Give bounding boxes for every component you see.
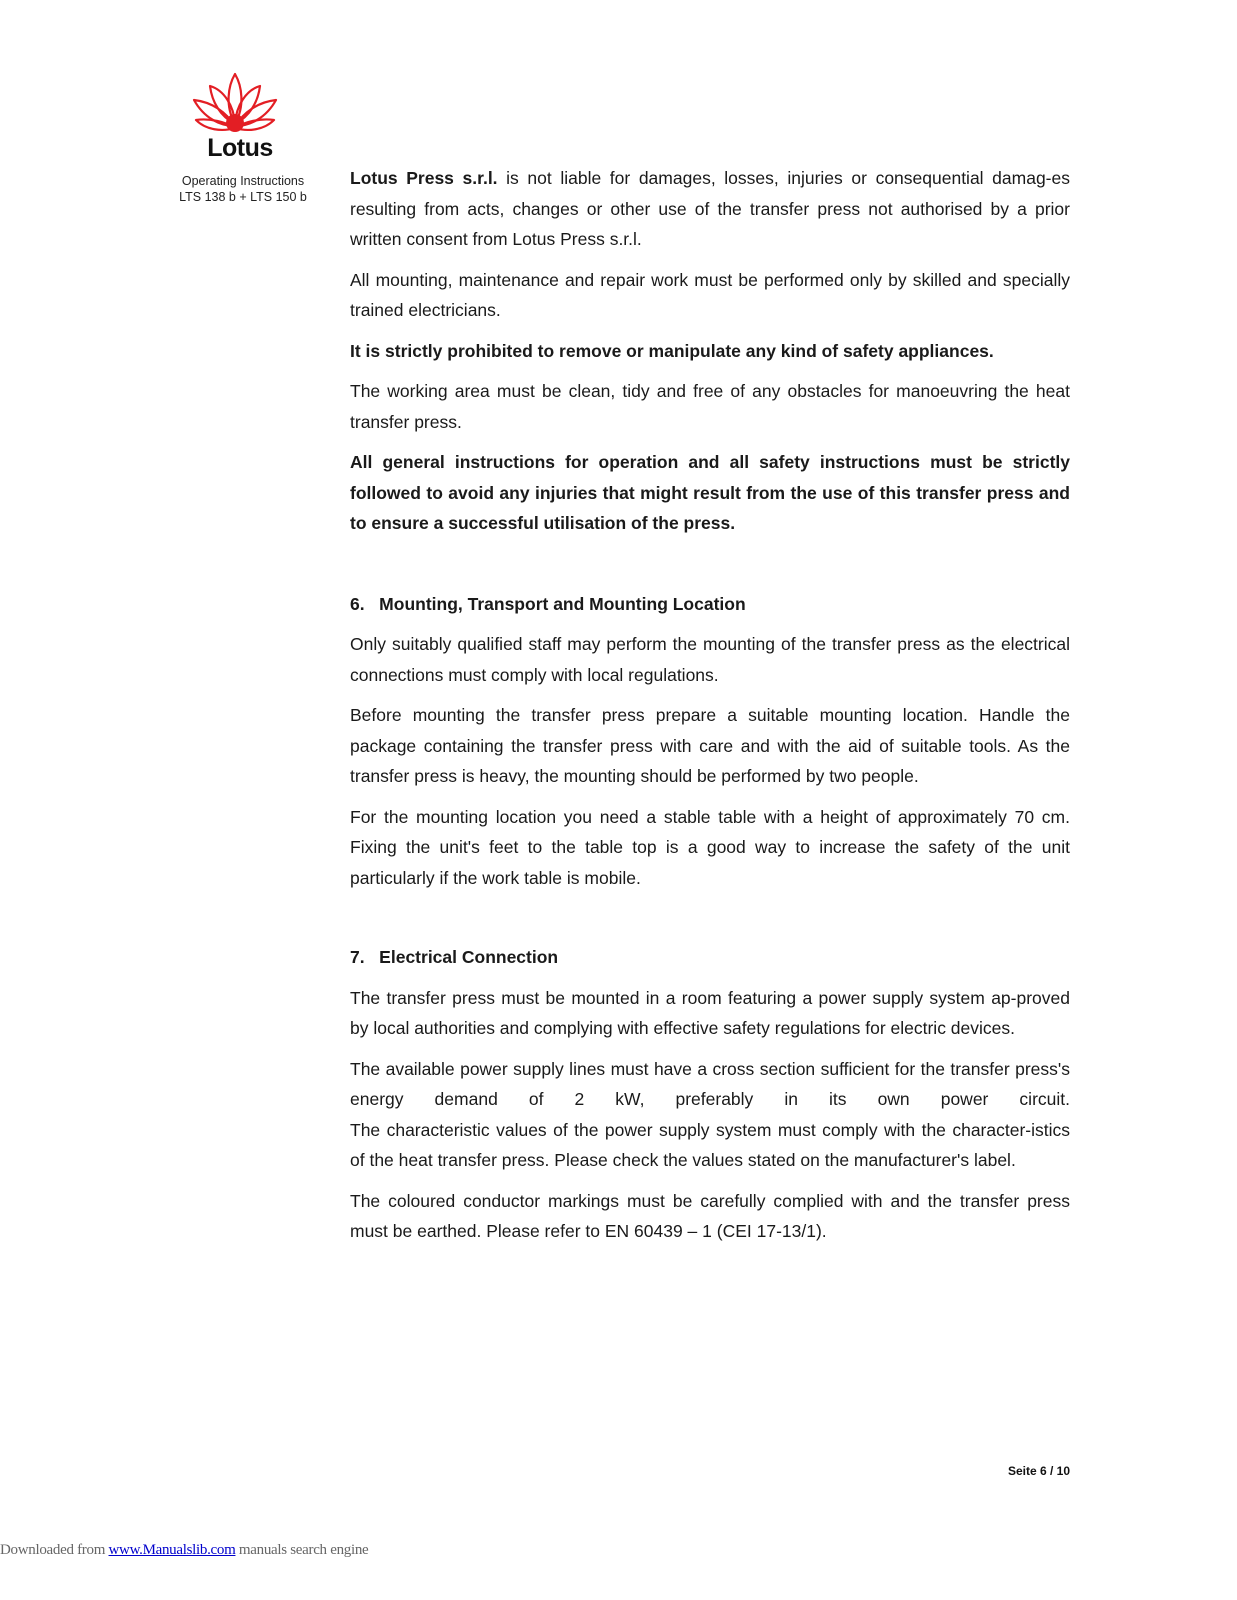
page-number: Seite 6 / 10 [1007, 1464, 1070, 1478]
section-6-paragraph-2: Before mounting the transfer press prepare a suitable mounting location. Handle the package containing the transfer press with care and with the aid of suitable tools. As the transfer press is heavy, the mounting should be performed by two people. [350, 705, 1070, 786]
document-info [168, 173, 318, 205]
manualslib-link[interactable]: www.Manualslib.com [108, 1542, 236, 1558]
lotus-flower-icon [190, 72, 290, 142]
safety-prohibition-paragraph: It is strictly prohibited to remove or manipulate any kind of safety appliances. [350, 340, 994, 361]
lotus-logo [190, 72, 290, 167]
working-area-paragraph: The working area must be clean, tidy and free of any obstacles for manoeuvring the heat transfer press. [350, 381, 1070, 432]
company-name: Lotus Press s.r.l. [350, 168, 498, 188]
download-footer: Downloaded from www.Manualslib.com manuals search engine [0, 1542, 369, 1558]
section-7-heading: 7. Electrical Connection [350, 947, 559, 967]
section-6-paragraph-3: For the mounting location you need a stable table with a height of approximately 70 cm. Fixing the unit's feet to the table top is a good way to increase the safety of the unit particularly if the work table is mobile. [350, 806, 1070, 888]
brand-name: Lotus [207, 134, 273, 162]
document-models: LTS 138 b + LTS 150 b [179, 190, 307, 204]
skilled-work-paragraph: All mounting, maintenance and repair work must be performed only by skilled and specially trained electricians. [350, 269, 1070, 320]
section-7-paragraph-1: The transfer press must be mounted in a room featuring a power supply system ap-proved by local authorities and complying with effective safety regulations for electric devices. [350, 987, 1070, 1038]
liability-paragraph: Lotus Press s.r.l. is not liable for damages, losses, injuries or consequential damag-es resulting from acts, changes or other use of the transfer press not authorised by a prior written consent from Lotus Press s.r.l. [350, 168, 1070, 249]
section-6-paragraph-1: Only suitably qualified staff may perform the mounting of the transfer press as the electrical connections must comply with local regulations. [350, 634, 1070, 685]
safety-instructions-paragraph: All general instructions for operation and all safety instructions must be strictly followed to avoid any injuries that might result from the use of this transfer press and to ensure a successful utilisation of the press. [350, 452, 1070, 533]
page-content [350, 163, 1070, 1257]
document-title: Operating Instructions [181, 174, 305, 188]
section-7-paragraph-2: The available power supply lines must have a cross section sufficient for the transfer press's energy demand of 2 kW, preferably in its own power circuit. The characteristic values of the power supply system must comply with the character-istics of the heat transfer press. Please check the values stated on the manufacturer's label. [350, 1058, 1070, 1170]
section-7-paragraph-3: The coloured conductor markings must be carefully complied with and the transfer press must be earthed. Please refer to EN 60439 – 1 (CEI 17-13/1). [350, 1190, 1070, 1241]
section-6-heading: 6. Mounting, Transport and Mounting Location [350, 593, 746, 614]
